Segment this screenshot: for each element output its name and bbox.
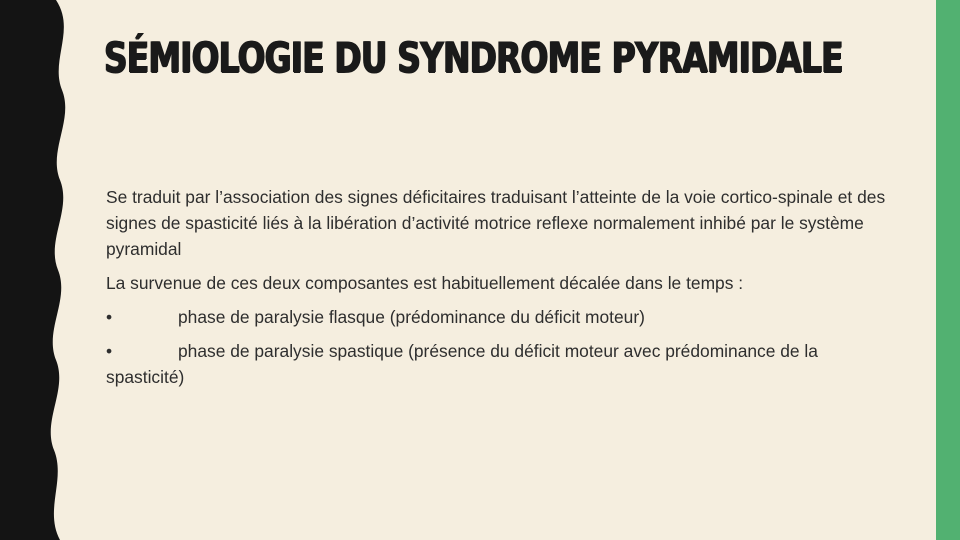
bullet-item: [106, 338, 896, 390]
wavy-left-border: [0, 0, 80, 540]
paragraph-definition: Se traduit par l’association des signes déficitaires traduisant l’atteinte de la voie cortico-spinale et des signes de spasticité liés à la libération d’activité motrice reflexe normalement inhibé par le système pyramidal: [106, 187, 886, 259]
bullet-text: phase de paralysie flasque (prédominance du déficit moteur): [178, 307, 645, 327]
bullet-mark: •: [106, 307, 113, 327]
bullet-text: phase de paralysie spastique (présence du déficit moteur avec prédominance de la spasticité): [106, 341, 818, 387]
bullet-item: [106, 304, 896, 330]
slide-title: SÉMIOLOGIE DU SYNDROME PYRAMIDALE: [104, 33, 843, 82]
green-accent-bar: [936, 0, 960, 540]
slide-body: [106, 184, 896, 398]
bullet-mark: •: [106, 341, 113, 361]
paragraph-timing: La survenue de ces deux composantes est habituellement décalée dans le temps :: [106, 273, 744, 293]
